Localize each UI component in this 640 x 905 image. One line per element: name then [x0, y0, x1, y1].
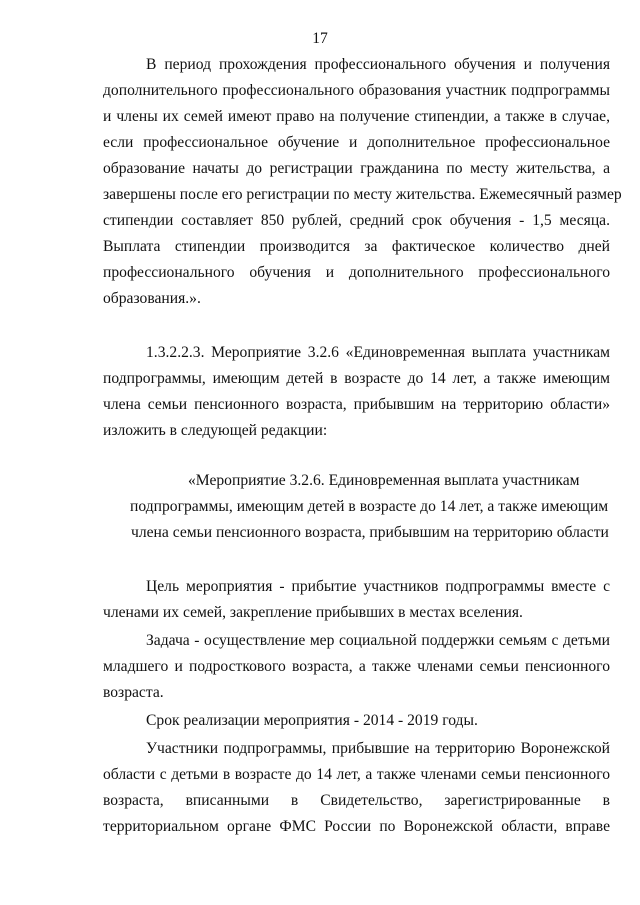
participants-paragraph-line: территориальном органе ФМС России по Воронежской области, вправе	[103, 818, 610, 835]
amendment-paragraph-line: члена семьи пенсионного возраста, прибывшим на территорию области»	[103, 396, 610, 413]
measure-heading-line: «Мероприятие 3.2.6. Единовременная выплата участникам	[188, 472, 580, 489]
measure-heading-line: члена семьи пенсионного возраста, прибывшим на территорию области	[131, 524, 609, 541]
measure-heading-line: подпрограммы, имеющим детей в возрасте до 14 лет, а также имеющим	[130, 498, 609, 515]
stipend-paragraph-line: если профессиональное обучение и дополнительное профессиональное	[103, 134, 610, 151]
amendment-paragraph-line: 1.3.2.2.3. Мероприятие 3.2.6 «Единовременная выплата участникам	[146, 344, 610, 361]
stipend-paragraph-line: завершены после его регистрации по месту жительства. Ежемесячный размер	[103, 186, 622, 203]
stipend-paragraph-line: дополнительного профессионального образования участник подпрограммы	[103, 82, 610, 99]
participants-paragraph-line: области с детьми в возрасте до 14 лет, а также членами семьи пенсионного	[103, 766, 610, 783]
stipend-paragraph-line: профессионального обучения и дополнительного профессионального	[103, 264, 610, 281]
goal-paragraph-line: членами их семей, закрепление прибывших в местах вселения.	[103, 604, 523, 621]
amendment-paragraph-line: подпрограммы, имеющим детей в возрасте до 14 лет, а также имеющим	[103, 370, 610, 387]
stipend-paragraph-line: образования.».	[103, 290, 201, 307]
stipend-paragraph-line: В период прохождения профессионального обучения и получения	[146, 56, 610, 73]
stipend-paragraph-line: и члены их семей имеют право на получение стипендии, а также в случае,	[103, 108, 610, 125]
task-paragraph-line: Задача - осуществление мер социальной поддержки семьям с детьми	[146, 632, 610, 649]
page-number: 17	[312, 30, 328, 47]
goal-paragraph-line: Цель мероприятия - прибытие участников подпрограммы вместе с	[146, 578, 610, 595]
amendment-paragraph-line: изложить в следующей редакции:	[103, 422, 328, 439]
participants-paragraph-line: возраста, вписанными в Свидетельство, зарегистрированные в	[103, 792, 610, 809]
task-paragraph-line: младшего и подросткового возраста, а также членами семьи пенсионного	[103, 658, 610, 675]
participants-paragraph-line: Участники подпрограммы, прибывшие на территорию Воронежской	[146, 740, 610, 757]
task-paragraph-line: возраста.	[103, 684, 164, 701]
stipend-paragraph-line: Выплата стипендии производится за фактическое количество дней	[103, 238, 610, 255]
stipend-paragraph-line: стипендии составляет 850 рублей, средний срок обучения - 1,5 месяца.	[103, 212, 610, 229]
term-paragraph-line: Срок реализации мероприятия - 2014 - 2019 годы.	[146, 712, 478, 729]
stipend-paragraph-line: образование начаты до регистрации гражданина по месту жительства, а	[103, 160, 610, 177]
